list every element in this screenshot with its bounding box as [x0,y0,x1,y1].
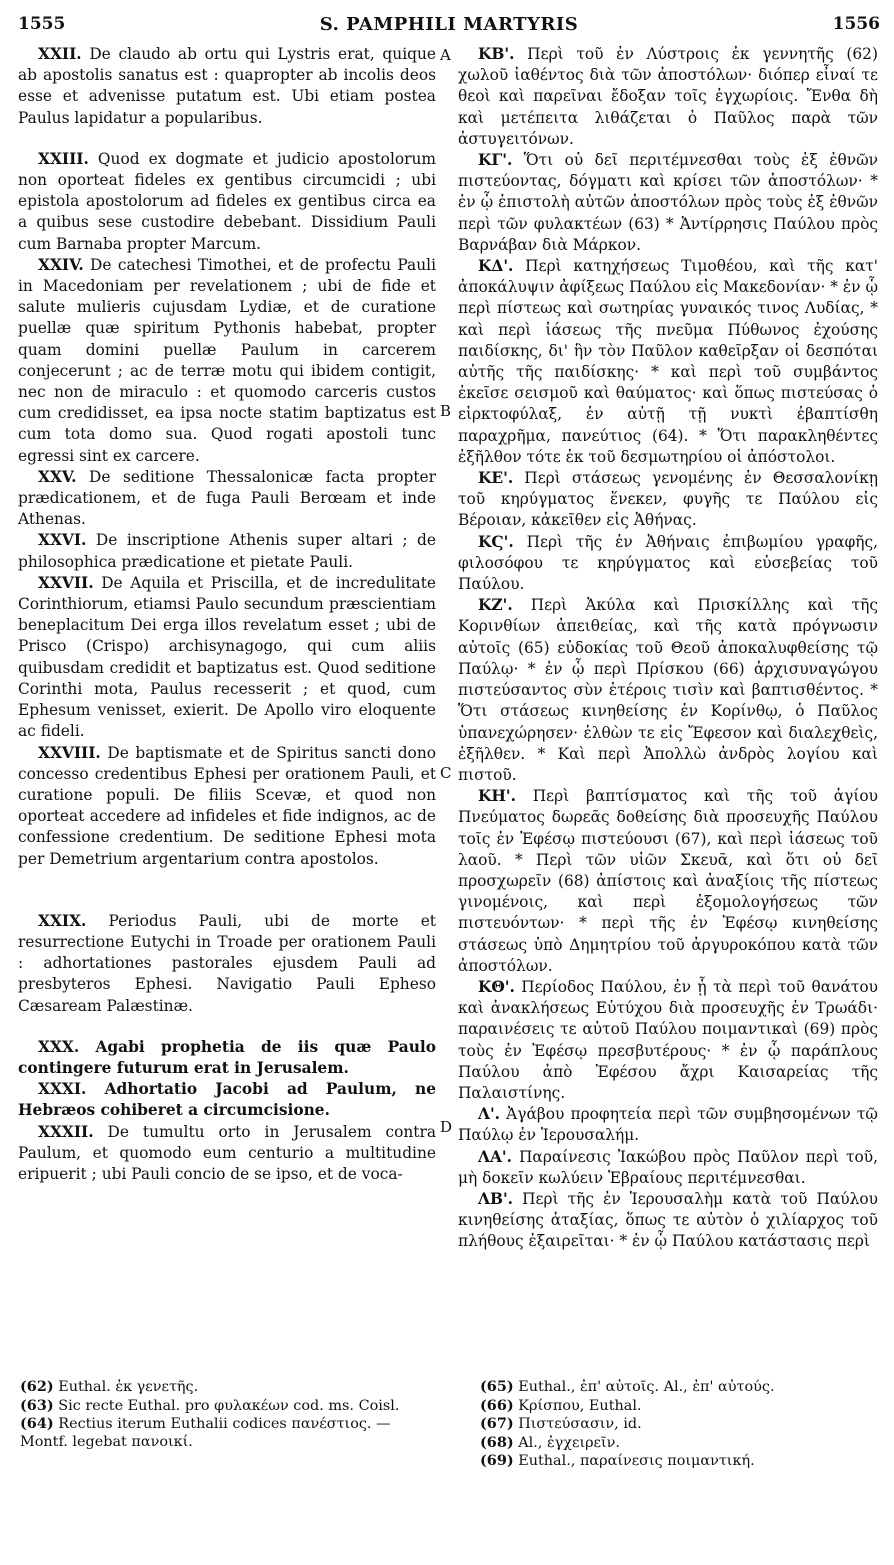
page-header [18,14,880,36]
running-title: S. PAMPHILI MARTYRIS [319,14,579,35]
greek-entry: ΚΗ'. Περὶ βαπτίσματος καὶ τῆς τοῦ ἁγίου Πνεύματος δωρεᾶς δοθείσης διὰ προσευχῆς Παύλου τοῖς ἐν Ἐφέσῳ πιστεύουσι (67), καὶ περὶ ἰάσεως τοῦ λαοῦ. * Περὶ τῶν υἱῶν Σκευᾶ, καὶ ὅτι οὐ δεῖ προσχωρεῖν (68) ἀπίστοις καὶ ἀναξίοις τῆς πίστεως γινομένοις, καὶ περὶ ἐξομολογήσεως τῶν πιστευόντων· * περὶ τῆς ἐν Ἐφέσῳ κινηθείσης στάσεως ὑπὸ Δημητρίου τοῦ ἀργυροκόπου κατὰ τῶν ἀποστόλων. [458,787,878,975]
latin-entry: XXVI. De inscriptione Athenis super altari ; de philosophica prædicatione et pietate Pauli. [18,531,436,571]
footnote: (65) Euthal., ἐπ' αὐτοῖς. Al., ἐπ' αὐτούς. [480,1378,775,1395]
latin-entry: XXV. De seditione Thessalonicæ facta propter prædicationem, et de fuga Pauli Berœam et inde Athenas. [18,467,436,529]
greek-entry: ΚΓ'. Ὅτι οὐ δεῖ περιτέμνεσθαι τοὺς ἐξ ἐθνῶν πιστεύοντας, δόγματι καὶ κρίσει τῶν ἀποστόλων· * ἐν ᾧ ἐπιστολὴ αὐτῶν ἀποστόλων πρὸς τοὺς ἐξ ἐθνῶν περὶ τῶν φυλακτέων (63) * Ἀντίρρησις Παύλου πρὸς Βαρνάβαν διὰ Μάρκον. [458,151,878,254]
margin-letter-a: A [440,46,451,64]
margin-letter-c: C [440,764,452,782]
greek-entry: ΚΘ'. Περίοδος Παύλου, ἐν ᾗ τὰ περὶ τοῦ θανάτου καὶ ἀνακλήσεως Εὐτύχου διὰ προσευχῆς ἐν Τρωάδι· παραινέσεις τε αὐτοῦ Παύλου ποιμαντικαὶ (69) πρὸς τοὺς ἐν Ἐφέσῳ πρεσβυτέρους· * ἐν ᾧ παράπλους Παύλου ἀπὸ Ἐφέσου ἄχρι Καισαρείας τῆς Παλαιστίνης. [458,977,878,1102]
margin-letter-d: D [440,1118,453,1136]
right-page-number: 1556 [832,14,880,34]
latin-entry: XXVII. De Aquila et Priscilla, et de incredulitate Corinthiorum, etiamsi Paulo secundum præscientiam beneplacitum Dei erga illos revelatum esset ; ubi de Prisco (Crispo) archisynagogo, qui cum aliis quibusdam credidit et baptizatus est. Quod seditione Corinthi mota, Paulus recesserit ; et quod, cum Ephesum venisset, exierit. De Apollo viro eloquente ac fideli. [18,573,436,741]
greek-entry: ΚϚ'. Περὶ τῆς ἐν Ἀθήναις ἐπιβωμίου γραφῆς, φιλοσόφου τε κηρύγματος καὶ εὐσεβείας τοῦ Παύλου. [458,532,878,594]
greek-entry: ΚΒ'. Περὶ τοῦ ἐν Λύστροις ἐκ γεννητῆς (62) χωλοῦ ἰαθέντος διὰ τῶν ἀποστόλων· διόπερ εἶναί τε θεοὶ καὶ παρεῖναι ἔδοξαν τοῖς ἐγχωρίοις. Ἔνθα δὴ καὶ μετέπειτα λιθάζεται ὁ Παῦλος παρὰ τῶν ἀστυγειτόνων. [458,45,878,148]
footnote: (64) Rectius iterum Euthalii codices πανέστιος. — Montf. legebat πανοικί. [20,1415,391,1450]
greek-entry: ΚΖ'. Περὶ Ἀκύλα καὶ Πρισκίλλης καὶ τῆς Κορινθίων ἀπειθείας, καὶ τῆς κατὰ πρόγνωσιν αὐτοῖς (65) εὐδοκίας τοῦ Θεοῦ ἀποκαλυφθείσης τῷ Παύλῳ· * ἐν ᾧ περὶ Πρίσκου (66) ἀρχισυναγώγου πιστεύσαντος σὺν ἑτέροις τισὶν καὶ βαπτισθέντος. * Ὅτι στάσεως κινηθείσης ἐν Κορίνθῳ, ὁ Παῦλος ὑπανεχώρησεν· ἐλθὼν τε εἰς Ἔφεσον καὶ διαλεχθεὶς, ἐξῆλθεν. * Καὶ περὶ Ἀπολλὼ ἀνδρὸς λογίου καὶ πιστοῦ. [458,596,878,784]
greek-entry: ΛΒ'. Περὶ τῆς ἐν Ἱερουσαλὴμ κατὰ τοῦ Παύλου κινηθείσης ἀταξίας, ὅπως τε αὐτὸν ὁ χιλίαρχος τοῦ πλήθους ἐξαιρεῖται· * ἐν ᾧ Παύλου κατάστασις περὶ [458,1189,878,1251]
left-page-number: 1555 [18,14,66,34]
greek-entry: ΛΑ'. Παραίνεσις Ἰακώβου πρὸς Παῦλον περὶ τοῦ, μὴ δοκεῖν κωλύειν Ἑβραίους περιτέμνεσθαι. [458,1147,878,1187]
margin-letter-b: B [440,402,452,420]
greek-column [458,44,878,1253]
latin-entry: XXII. De claudo ab ortu qui Lystris erat, quique ab apostolis sanatus est : quapropter ab incolis deos esse et advenisse putatum est. Ubi etiam postea Paulus lapidatur a popularibus. [18,45,436,127]
footnote: (69) Euthal., παραίνεσις ποιμαντική. [480,1452,755,1469]
footnote: (62) Euthal. ἐκ γενετῆς. [20,1378,199,1395]
latin-entry: XXVIII. De baptismate et de Spiritus sancti dono concesso credentibus Ephesi per orationem Pauli, et curatione populi. De filiis Scevæ, et quod non oporteat accedere ad infideles et fide indignos, ac de confessione credentium. De seditione Ephesi mota per Demetrium argentarium contra apostolos. [18,743,436,868]
latin-entry: XXIII. Quod ex dogmate et judicio apostolorum non oporteat fideles ex gentibus circumcidi ; ubi epistola apostolorum ad fideles ex gentibus circa ea a quibus sese custodire debebant. Dissidium Pauli cum Barnaba propter Marcum. [18,149,436,253]
footnote: (67) Πιστεύσασιν, id. [480,1415,642,1432]
greek-entry: Λ'. Ἀγάβου προφητεία περὶ τῶν συμβησομένων τῷ Παύλῳ ἐν Ἱερουσαλήμ. [458,1105,878,1145]
footnote: (68) Al., ἐγχειρεῖν. [480,1433,620,1451]
footnotes-right [480,1378,880,1471]
latin-entry: XXIX. Periodus Pauli, ubi de morte et resurrectione Eutychi in Troade per orationem Pauli : adhortationes pastorales ejusdem Pauli ad presbyteros Ephesi. Navigatio Pauli Epheso Cæsaream Palæstinæ. [18,911,436,1015]
latin-entry: XXXI. Adhortatio Jacobi ad Paulum, ne Hebræos cohiberet a circumcisione. [18,1080,437,1120]
latin-entry: XXXII. De tumultu orto in Jerusalem contra Paulum, et quomodo eum centurio a multitudine eripuerit ; ubi Pauli concio de se ipso, et de voca- [18,1122,436,1183]
greek-entry: ΚΕ'. Περὶ στάσεως γενομένης ἐν Θεσσαλονίκῃ τοῦ κηρύγματος ἕνεκεν, φυγῆς τε Παύλου εἰς Βέροιαν, κἀκεῖθεν εἰς Ἀθήνας. [458,469,878,530]
footnotes-left [20,1378,440,1451]
latin-entry: XXX. Agabi prophetia de iis quæ Paulo contingere futurum erat in Jerusalem. [18,1037,437,1077]
footnote: (63) Sic recte Euthal. pro φυλακέων cod. ms. Coisl. [20,1396,400,1414]
latin-entry: XXIV. De catechesi Timothei, et de profectu Pauli in Macedoniam per revelationem ; ubi de fide et salute mulieris cujusdam Lydiæ, et de curatione puellæ quæ spiritum Pythonis habebat, propter quam domini puellæ Paulum in carcerem conjecerunt ; ac de terræ motu qui ibidem contigit, nec non de miraculo : et quomodo carceris custos cum credidisset, ea ipsa nocte statim baptizatus est cum tota domo sua. Quod rogati apostoli tunc egressi sint ex carcere. [18,255,436,465]
latin-column [18,44,436,1185]
footnote: (66) Κρίσπου, Euthal. [480,1396,642,1414]
greek-entry: ΚΔ'. Περὶ κατηχήσεως Τιμοθέου, καὶ τῆς κατ' ἀποκάλυψιν ἀφίξεως Παύλου εἰς Μακεδονίαν· * ἐν ᾧ περὶ πίστεως καὶ σωτηρίας γυναικός τινος Λυδίας, * καὶ περὶ ἰάσεως τῆς πνεῦμα Πύθωνος ἐχούσης παιδίσκης, δι' ἣν τὸν Παῦλον καθεῖρξαν οἱ δεσπόται αὐτῆς τῆς παιδίσκης· * καὶ περὶ τοῦ συμβάντος ἐκεῖσε σεισμοῦ καὶ θαύματος· καὶ ὅπως πιστεύσας ὁ εἱρκτοφύλαξ, ἐν αὐτῇ τῇ νυκτὶ ἐβαπτίσθη παραχρῆμα, πανεύτιος (64). * Ὅτι παρακληθέντες ἐξῆλθον τότε ἐκ τοῦ δεσμωτηρίου οἱ ἀπόστολοι. [458,257,878,466]
